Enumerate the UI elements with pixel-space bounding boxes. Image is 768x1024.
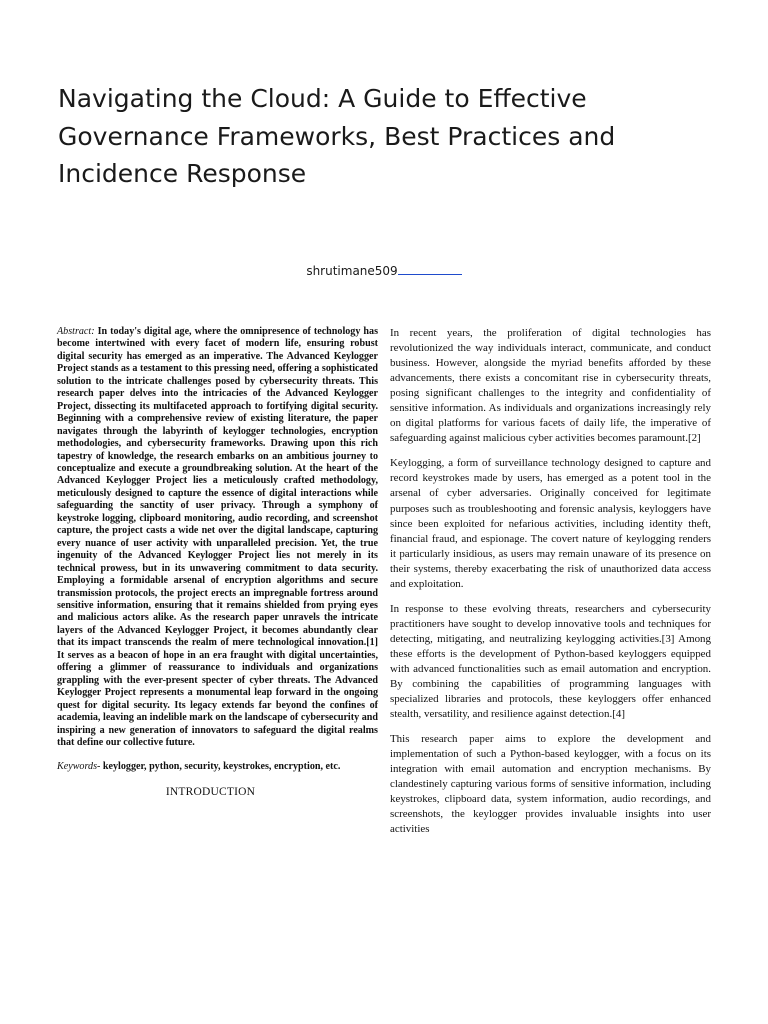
abstract-paragraph: [57, 326, 378, 749]
abstract-label: Abstract:: [57, 326, 95, 337]
keywords-label: Keywords-: [57, 761, 101, 773]
keywords-paragraph: [57, 761, 378, 773]
right-column: [390, 326, 711, 848]
author-underline: [398, 262, 462, 275]
author-name: shrutimane509: [306, 264, 398, 278]
keywords-text: keylogger, python, security, keystrokes, encryption, etc.: [102, 761, 341, 773]
section-heading-introduction: INTRODUCTION: [165, 785, 256, 798]
paper-title: Navigating the Cloud: A Guide to Effective Governance Frameworks, Best Practices and Incidence Response: [58, 84, 616, 188]
body-paragraph: Keylogging, a form of surveillance technology designed to capture and record keystrokes made by users, has emerged as a potent tool in the arsenal of cyber adversaries. Originally conceived for legitimate purposes such as troubleshooting and forensic analysis, keyloggers have since been exploited for nefarious activities, including identity theft, financial fraud, and espionage. The covert nature of keylogging renders it particularly insidious, as users may remain unaware of its presence on their systems, thereby exacerbating the risk of unauthorized data access and exploitation.: [390, 457, 711, 590]
left-column: [57, 326, 378, 798]
body-paragraph: In recent years, the proliferation of digital technologies has revolutionized the way individuals interact, communicate, and conduct business. However, alongside the myriad benefits afforded by these advancements, there exists a concomitant rise in cybersecurity threats, posing significant challenges to the integrity and confidentiality of sensitive information. As individuals and organizations increasingly rely on digital platforms for various facets of daily life, the imperative of safeguarding against malicious cyber activities becomes paramount.[2]: [390, 327, 711, 445]
body-paragraph: This research paper aims to explore the development and implementation of such a Python-based keylogger, with a focus on its integration with email automation and encryption mechanisms. By clandestinely capturing various forms of sensitive information, including keystrokes, clipboard data, system information, audio recordings, and screenshots, the keylogger provides invaluable insights into user activities: [390, 733, 711, 836]
abstract-text: In today's digital age, where the omnipresence of technology has become intertwined with every facet of modern life, ensuring robust digital security has emerged as an imperative. The Advanced Keylogger Project stands as a testament to this pressing need, offering a sophisticated solution to the intricate challenges posed by cybersecurity threats. This research paper delves into the intricacies of the Advanced Keylogger Project, dissecting its multifaceted approach to fortifying digital security. Beginning with a comprehensive review of existing literature, the paper navigates through the labyrinth of keylogger technologies, encryption methodologies, and cybersecurity frameworks. Drawing upon this rich tapestry of knowledge, the research embarks on an ambitious journey to conceptualize and execute a groundbreaking solution. At the heart of the Advanced Keylogger Project lies a meticulously crafted methodology, meticulously designed to capture the essence of digital interactions while safeguarding the sanctity of user privacy. Through a symphony of keystroke logging, clipboard monitoring, audio recording, and screenshot capture, the project casts a wide net over the digital landscape, capturing every nuance of user activity with unparalleled precision. Yet, the true ingenuity of the Advanced Keylogger Project lies not merely in its technical prowess, but in its unwavering commitment to data security. Employing a formidable arsenal of encryption algorithms and secure transmission protocols, the project erects an impregnable fortress around sensitive information, ensuring that it remains shielded from prying eyes and malicious actors alike. As the research paper unravels the intricate layers of the Advanced Keylogger Project, it becomes abundantly clear that its impact transcends the realm of mere technological innovation.[1] It serves as a beacon of hope in an era fraught with digital uncertainties, offering a glimmer of reassurance to individuals and organizations grappling with the ever-present specter of cyber threats. The Advanced Keylogger Project represents a monumental leap forward in the ongoing quest for digital security. Its legacy extends far beyond the confines of academia, leaving an indelible mark on the landscape of cybersecurity and inspiring a new generation of innovators to safeguard the digital realms that define our collective future.: [57, 326, 378, 748]
body-paragraph: In response to these evolving threats, researchers and cybersecurity practitioners have sought to develop innovative tools and techniques for detecting, mitigating, and neutralizing keylogging activities.[3] Among these efforts is the development of Python-based keyloggers equipped with advanced functionalities such as email automation and encryption. By combining the capabilities of programming languages with specialized libraries and protocols, these keyloggers offer enhanced stealth, versatility, and resilience against detection.[4]: [390, 602, 711, 721]
author-line: [0, 262, 768, 278]
